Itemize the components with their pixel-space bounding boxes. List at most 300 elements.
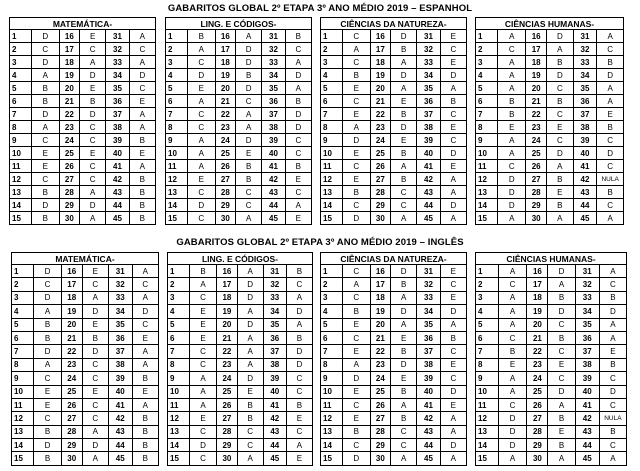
answer-block-ciencias-humanas xyxy=(475,17,624,225)
answer-cell: A xyxy=(129,121,155,134)
question-number: 39 xyxy=(573,134,597,147)
table-row xyxy=(321,291,467,304)
question-number: 35 xyxy=(417,318,440,331)
question-number: 39 xyxy=(263,372,286,385)
question-number: 2 xyxy=(476,278,499,291)
question-number: 16 xyxy=(217,265,237,278)
answer-cell: A xyxy=(391,82,417,95)
answer-cell: B xyxy=(342,425,370,438)
question-number: 14 xyxy=(476,439,499,452)
question-number: 42 xyxy=(109,412,133,425)
answer-cell: A xyxy=(498,318,527,331)
question-number: 9 xyxy=(168,372,190,385)
table-row xyxy=(168,372,313,385)
question-number: 10 xyxy=(321,147,343,160)
question-number: 15 xyxy=(12,452,34,465)
answer-cell: C xyxy=(237,439,263,452)
question-number: 39 xyxy=(575,372,599,385)
table-row xyxy=(166,30,312,43)
answer-cell: A xyxy=(342,43,370,56)
table-row xyxy=(476,121,624,134)
question-number: 20 xyxy=(217,318,237,331)
question-number: 29 xyxy=(61,439,82,452)
answer-cell: E xyxy=(342,147,370,160)
question-number: 14 xyxy=(168,439,190,452)
question-number: 45 xyxy=(109,452,133,465)
answer-cell: E xyxy=(34,385,62,398)
answer-cell: B xyxy=(31,95,59,108)
answer-cell: B xyxy=(34,425,62,438)
answer-cell: A xyxy=(285,199,311,212)
table-row xyxy=(166,95,312,108)
answer-cell: E xyxy=(80,82,106,95)
question-number: 18 xyxy=(526,56,547,69)
answer-cell: C xyxy=(189,291,217,304)
table-row xyxy=(12,291,159,304)
question-number: 9 xyxy=(321,372,343,385)
answer-cell: E xyxy=(82,385,108,398)
question-number: 33 xyxy=(262,56,285,69)
question-number: 21 xyxy=(370,331,390,344)
table-row xyxy=(168,318,313,331)
answer-cell: C xyxy=(440,372,466,385)
question-number: 28 xyxy=(215,186,235,199)
answer-cell: B xyxy=(440,95,466,108)
question-number: 14 xyxy=(476,199,498,212)
question-number: 26 xyxy=(217,398,237,411)
answer-cell: E xyxy=(342,345,370,358)
answer-cell: C xyxy=(187,108,215,121)
answer-cell: B xyxy=(342,69,370,82)
question-number: 4 xyxy=(10,69,32,82)
question-number: 16 xyxy=(527,265,548,278)
question-number: 20 xyxy=(526,82,547,95)
answer-cell: A xyxy=(548,278,575,291)
question-number: 29 xyxy=(370,439,390,452)
answer-cell: C xyxy=(286,372,312,385)
question-number: 45 xyxy=(106,212,129,225)
answer-cell: A xyxy=(132,265,158,278)
answer-cell: C xyxy=(189,358,217,371)
answer-cell: E xyxy=(342,108,370,121)
question-number: 5 xyxy=(168,318,190,331)
answer-cell: B xyxy=(391,278,417,291)
question-number: 22 xyxy=(526,108,547,121)
answer-cell: C xyxy=(498,331,527,344)
answer-cell: D xyxy=(440,147,466,160)
answer-cell: A xyxy=(31,69,59,82)
question-number: 20 xyxy=(59,82,79,95)
answer-cell: A xyxy=(285,56,311,69)
answer-cell: D xyxy=(391,358,417,371)
answer-cell: NULA xyxy=(599,412,626,425)
answer-cell: A xyxy=(498,291,527,304)
answer-cell: D xyxy=(237,372,263,385)
question-number: 21 xyxy=(527,331,548,344)
question-number: 34 xyxy=(417,305,440,318)
question-number: 21 xyxy=(370,95,390,108)
table-row xyxy=(321,95,467,108)
answer-cell: B xyxy=(34,331,62,344)
question-number: 1 xyxy=(168,265,190,278)
answer-cell: E xyxy=(82,318,108,331)
table-row xyxy=(476,358,627,371)
question-number: 24 xyxy=(526,134,547,147)
answer-cell: D xyxy=(342,452,370,465)
question-number: 27 xyxy=(527,412,548,425)
answer-cell: D xyxy=(391,69,417,82)
answer-cell: A xyxy=(237,265,263,278)
answer-cell: B xyxy=(82,331,108,344)
answer-cell: D xyxy=(236,82,262,95)
answer-cell: D xyxy=(498,199,526,212)
question-number: 23 xyxy=(370,358,390,371)
table-row xyxy=(476,56,624,69)
answer-cell: E xyxy=(440,291,466,304)
table-row xyxy=(476,398,627,411)
question-number: 8 xyxy=(321,358,343,371)
question-number: 25 xyxy=(370,147,390,160)
answer-cell: B xyxy=(286,398,312,411)
answer-cell: E xyxy=(189,305,217,318)
table-row xyxy=(10,199,156,212)
answer-cell: D xyxy=(237,318,263,331)
question-number: 9 xyxy=(10,134,32,147)
question-number: 31 xyxy=(417,30,440,43)
answer-cell: B xyxy=(548,439,575,452)
question-number: 29 xyxy=(215,199,235,212)
question-number: 12 xyxy=(12,412,34,425)
answer-cell: C xyxy=(547,134,574,147)
question-number: 9 xyxy=(321,134,343,147)
question-number: 42 xyxy=(417,173,440,186)
table-row xyxy=(321,345,467,358)
question-number: 36 xyxy=(109,331,133,344)
question-number: 34 xyxy=(575,305,599,318)
question-number: 12 xyxy=(166,173,188,186)
answer-cell: A xyxy=(82,452,108,465)
question-number: 37 xyxy=(417,108,440,121)
answer-table xyxy=(320,252,467,466)
answer-cell: E xyxy=(189,318,217,331)
table-row xyxy=(321,147,467,160)
answer-table xyxy=(11,252,159,466)
answer-block-ciencias-natureza xyxy=(320,17,467,225)
question-number: 4 xyxy=(12,305,34,318)
question-number: 36 xyxy=(106,95,129,108)
question-number: 44 xyxy=(417,439,440,452)
question-number: 33 xyxy=(263,291,286,304)
answer-cell: C xyxy=(342,160,370,173)
question-number: 11 xyxy=(166,160,188,173)
answer-cell: B xyxy=(599,425,626,438)
question-number: 12 xyxy=(321,173,343,186)
question-number: 32 xyxy=(573,43,597,56)
answer-cell: E xyxy=(342,412,370,425)
question-number: 25 xyxy=(61,385,82,398)
question-number: 11 xyxy=(10,160,32,173)
question-number: 43 xyxy=(263,425,286,438)
question-number: 7 xyxy=(12,345,34,358)
answer-cell: C xyxy=(31,173,59,186)
table-row xyxy=(476,173,624,186)
question-number: 26 xyxy=(61,398,82,411)
answer-cell: C xyxy=(236,186,262,199)
answer-cell: A xyxy=(132,358,158,371)
question-number: 13 xyxy=(12,425,34,438)
question-number: 5 xyxy=(12,318,34,331)
question-number: 10 xyxy=(168,385,190,398)
answer-cell: A xyxy=(498,385,527,398)
question-number: 15 xyxy=(476,452,499,465)
table-row xyxy=(476,412,627,425)
question-number: 40 xyxy=(109,385,133,398)
table-row xyxy=(168,345,313,358)
answer-cell: D xyxy=(391,30,417,43)
answer-cell: D xyxy=(548,385,575,398)
question-number: 38 xyxy=(109,358,133,371)
question-number: 44 xyxy=(575,439,599,452)
question-number: 14 xyxy=(321,199,343,212)
table-row xyxy=(10,186,156,199)
question-number: 23 xyxy=(215,121,235,134)
answer-cell: D xyxy=(285,121,311,134)
answer-cell: A xyxy=(34,358,62,371)
answer-cell: A xyxy=(236,30,262,43)
answer-cell: C xyxy=(498,43,526,56)
answer-cell: A xyxy=(599,318,626,331)
answer-cell: E xyxy=(547,121,574,134)
question-number: 1 xyxy=(12,265,34,278)
question-number: 9 xyxy=(12,372,34,385)
answer-cell: C xyxy=(599,278,626,291)
question-number: 45 xyxy=(575,452,599,465)
question-number: 27 xyxy=(59,173,79,186)
question-number: 38 xyxy=(262,121,285,134)
table-row xyxy=(168,452,313,465)
question-number: 43 xyxy=(573,186,597,199)
question-number: 45 xyxy=(573,212,597,225)
question-number: 4 xyxy=(476,305,499,318)
question-number: 33 xyxy=(109,291,133,304)
answer-cell: D xyxy=(31,56,59,69)
answer-cell: A xyxy=(547,212,574,225)
answer-cell: D xyxy=(286,305,312,318)
answer-cell: A xyxy=(599,265,626,278)
table-row xyxy=(476,95,624,108)
answer-cell: A xyxy=(498,134,526,147)
answer-cell: C xyxy=(82,278,108,291)
question-number: 24 xyxy=(370,372,390,385)
question-number: 27 xyxy=(370,412,390,425)
question-number: 12 xyxy=(10,173,32,186)
answer-cell: C xyxy=(129,43,155,56)
question-number: 33 xyxy=(575,291,599,304)
question-number: 12 xyxy=(321,412,343,425)
answer-cell: C xyxy=(34,278,62,291)
table-row xyxy=(12,385,159,398)
table-row xyxy=(321,82,467,95)
answer-cell: B xyxy=(440,331,466,344)
answer-cell: E xyxy=(391,331,417,344)
answer-cell: D xyxy=(548,305,575,318)
answer-cell: C xyxy=(80,173,106,186)
question-number: 39 xyxy=(106,134,129,147)
answer-cell: E xyxy=(236,147,262,160)
table-row xyxy=(166,186,312,199)
question-number: 8 xyxy=(10,121,32,134)
table-row xyxy=(168,439,313,452)
answer-cell: D xyxy=(342,212,370,225)
question-number: 24 xyxy=(370,134,390,147)
table-row xyxy=(476,425,627,438)
question-number: 18 xyxy=(59,56,79,69)
question-number: 18 xyxy=(215,56,235,69)
table-row xyxy=(321,331,467,344)
answer-cell: B xyxy=(237,398,263,411)
question-number: 30 xyxy=(527,452,548,465)
answer-cell: C xyxy=(187,56,215,69)
question-number: 39 xyxy=(417,134,440,147)
question-number: 6 xyxy=(12,331,34,344)
answer-cell: B xyxy=(129,199,155,212)
table-row xyxy=(12,318,159,331)
table-row xyxy=(168,265,313,278)
answer-cell: A xyxy=(187,147,215,160)
question-number: 20 xyxy=(61,318,82,331)
answer-cell: A xyxy=(187,95,215,108)
answer-cell: A xyxy=(34,305,62,318)
question-number: 45 xyxy=(417,452,440,465)
answer-cell: A xyxy=(498,147,526,160)
table-row xyxy=(321,186,467,199)
answer-cell: C xyxy=(285,134,311,147)
question-number: 26 xyxy=(370,160,390,173)
answer-cell: A xyxy=(498,305,527,318)
table-row xyxy=(476,82,624,95)
question-number: 9 xyxy=(476,134,498,147)
answer-cell: C xyxy=(440,278,466,291)
table-row xyxy=(12,278,159,291)
answer-cell: A xyxy=(440,425,466,438)
answer-cell: E xyxy=(31,147,59,160)
question-number: 35 xyxy=(106,82,129,95)
question-number: 31 xyxy=(575,265,599,278)
table-row xyxy=(321,56,467,69)
table-row xyxy=(10,160,156,173)
table-row xyxy=(12,358,159,371)
question-number: 41 xyxy=(109,398,133,411)
question-number: 33 xyxy=(417,291,440,304)
subject-header: CIÊNCIAS DA NATUREZA- xyxy=(321,253,467,265)
table-row xyxy=(321,121,467,134)
answer-table xyxy=(320,17,467,225)
question-number: 27 xyxy=(526,173,547,186)
answer-cell: C xyxy=(286,425,312,438)
question-number: 2 xyxy=(321,278,343,291)
answer-cell: C xyxy=(31,43,59,56)
table-row xyxy=(166,134,312,147)
answer-cell: B xyxy=(548,291,575,304)
question-number: 16 xyxy=(59,30,79,43)
question-number: 45 xyxy=(262,212,285,225)
answer-cell: C xyxy=(597,199,624,212)
question-number: 40 xyxy=(106,147,129,160)
question-number: 1 xyxy=(476,30,498,43)
answer-cell: E xyxy=(498,121,526,134)
answer-cell: E xyxy=(187,82,215,95)
question-number: 31 xyxy=(109,265,133,278)
answer-cell: E xyxy=(342,385,370,398)
question-number: 8 xyxy=(476,121,498,134)
answer-cell: D xyxy=(34,291,62,304)
table-row xyxy=(321,452,467,465)
section-title: GABARITOS GLOBAL 2º ETAPA 3º ANO MÉDIO 2019 – INGLÊS xyxy=(176,237,464,248)
answer-cell: E xyxy=(129,95,155,108)
answer-cell: D xyxy=(391,305,417,318)
answer-block-matematica xyxy=(9,17,156,225)
question-number: 31 xyxy=(263,265,286,278)
question-number: 40 xyxy=(575,385,599,398)
question-number: 42 xyxy=(575,412,599,425)
question-number: 32 xyxy=(417,278,440,291)
answer-cell: B xyxy=(132,452,158,465)
answer-cell: A xyxy=(285,82,311,95)
answer-cell: A xyxy=(129,30,155,43)
answer-cell: A xyxy=(391,56,417,69)
answer-cell: C xyxy=(547,82,574,95)
question-number: 37 xyxy=(575,345,599,358)
table-row xyxy=(168,398,313,411)
question-number: 28 xyxy=(527,425,548,438)
table-row xyxy=(10,121,156,134)
answer-cell: A xyxy=(599,331,626,344)
answer-cell: E xyxy=(342,173,370,186)
question-number: 44 xyxy=(109,439,133,452)
answer-cell: D xyxy=(82,439,108,452)
question-number: 30 xyxy=(370,212,390,225)
question-number: 20 xyxy=(215,82,235,95)
answer-cell: B xyxy=(391,412,417,425)
question-number: 6 xyxy=(168,331,190,344)
answer-cell: A xyxy=(80,56,106,69)
table-row xyxy=(168,278,313,291)
answer-table xyxy=(475,252,627,466)
question-number: 10 xyxy=(476,147,498,160)
answer-block-matematica xyxy=(11,252,159,466)
table-row xyxy=(476,305,627,318)
answer-cell: C xyxy=(391,199,417,212)
answer-cell: D xyxy=(440,305,466,318)
table-row xyxy=(321,134,467,147)
answer-cell: A xyxy=(440,186,466,199)
subject-header: CIÊNCIAS HUMANAS- xyxy=(476,18,624,30)
table-row xyxy=(12,398,159,411)
answer-cell: D xyxy=(599,385,626,398)
question-number: 43 xyxy=(262,186,285,199)
answer-cell: B xyxy=(391,147,417,160)
question-number: 18 xyxy=(527,291,548,304)
question-number: 36 xyxy=(262,95,285,108)
table-row xyxy=(321,160,467,173)
table-row xyxy=(168,385,313,398)
question-number: 11 xyxy=(476,398,499,411)
question-number: 36 xyxy=(417,95,440,108)
question-number: 31 xyxy=(262,30,285,43)
answer-cell: C xyxy=(440,134,466,147)
question-number: 3 xyxy=(321,56,343,69)
answer-cell: A xyxy=(132,345,158,358)
